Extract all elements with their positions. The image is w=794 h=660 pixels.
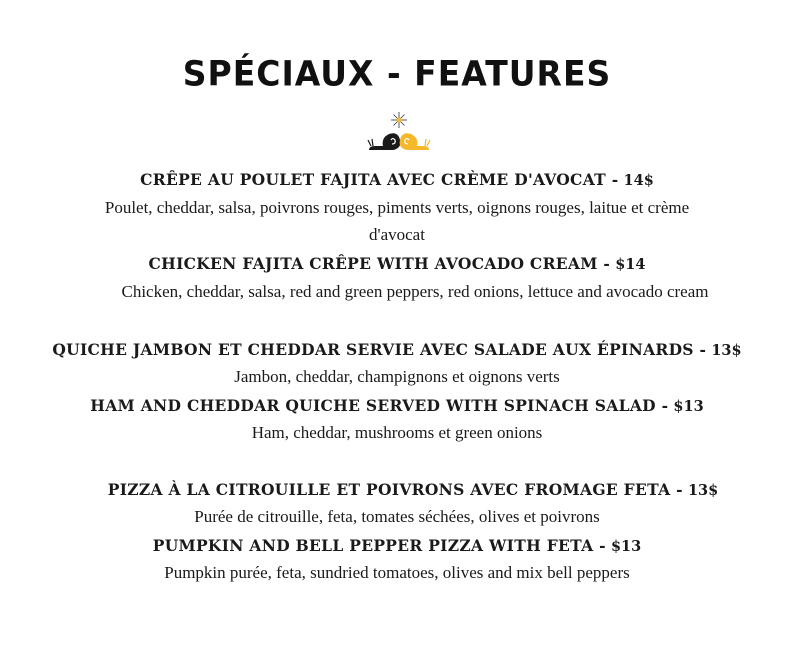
dish-price: $14 bbox=[615, 256, 646, 273]
dish-en-2 bbox=[0, 396, 794, 415]
dish-desc: Poulet, cheddar, salsa, poivrons rouges, piments verts, oignons rouges, laitue et crème bbox=[104, 198, 690, 217]
dish-en-1 bbox=[0, 254, 794, 273]
dish-desc: Chicken, cheddar, salsa, red and green peppers, red onions, lettuce and avocado cream bbox=[121, 282, 709, 301]
dish-name: PUMPKIN AND BELL PEPPER PIZZA WITH FETA - bbox=[152, 536, 606, 555]
dish-desc: Purée de citrouille, feta, tomates séchées, olives et poivrons bbox=[194, 507, 600, 526]
dark-snail-icon bbox=[368, 133, 400, 150]
dish-name: CRÊPE AU POULET FAJITA AVEC CRÈME D'AVOCAT - bbox=[140, 170, 619, 189]
dish-desc: Jambon, cheddar, champignons et oignons verts bbox=[234, 367, 560, 386]
dish-fr-3 bbox=[16, 480, 794, 499]
dish-desc: Ham, cheddar, mushrooms et green onions bbox=[251, 423, 543, 442]
dish-name: QUICHE JAMBON ET CHEDDAR SERVIE AVEC SALADE AUX ÉPINARDS - bbox=[52, 340, 707, 359]
snail-logo bbox=[365, 110, 433, 160]
dish-desc: d'avocat bbox=[369, 225, 425, 244]
dish-en-3 bbox=[0, 536, 794, 555]
dish-name: HAM AND CHEDDAR QUICHE SERVED WITH SPINACH SALAD - bbox=[90, 396, 669, 415]
sun-icon bbox=[391, 112, 407, 128]
dish-fr-2 bbox=[0, 340, 794, 359]
dish-name: CHICKEN FAJITA CRÊPE WITH AVOCADO CREAM - bbox=[148, 254, 611, 273]
dish-fr-1 bbox=[0, 170, 794, 189]
page-title: SPÉCIAUX - FEATURES bbox=[182, 53, 612, 94]
dish-price: 14$ bbox=[623, 172, 654, 189]
yellow-snail-icon bbox=[400, 133, 430, 150]
dish-price: 13$ bbox=[711, 342, 742, 359]
dish-name: PIZZA À LA CITROUILLE ET POIVRONS AVEC FROMAGE FETA - bbox=[107, 480, 683, 499]
dish-price: $13 bbox=[673, 398, 704, 415]
dish-price: 13$ bbox=[687, 482, 719, 499]
dish-desc: Pumpkin purée, feta, sundried tomatoes, olives and mix bell peppers bbox=[164, 563, 630, 582]
dish-price: $13 bbox=[610, 538, 642, 555]
